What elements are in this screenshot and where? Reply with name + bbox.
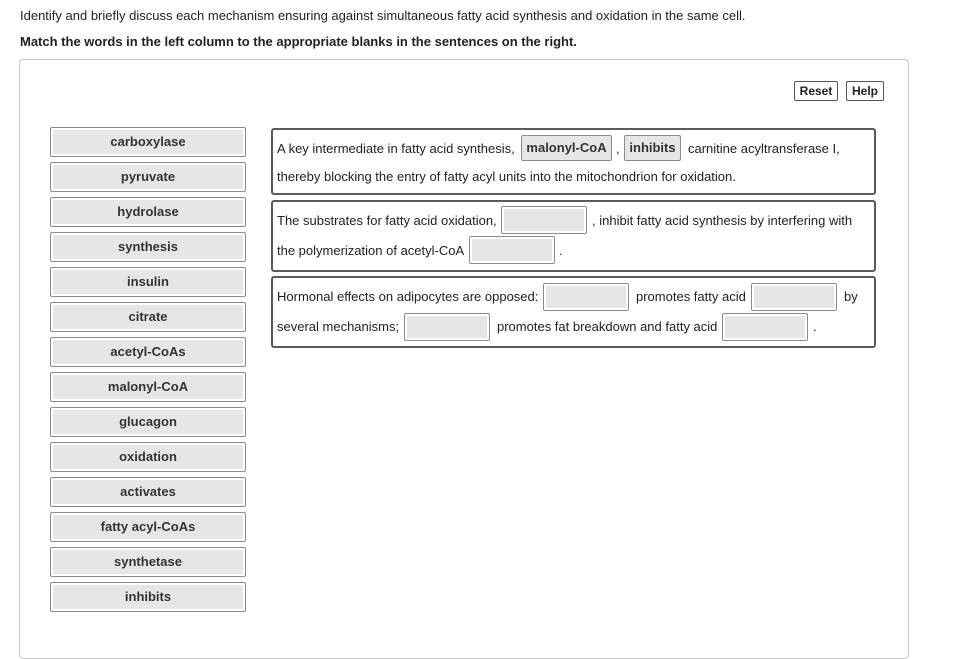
sentence-2-text-b: , inhibit fatty acid synthesis by interfering with (592, 213, 853, 228)
word-tile-glucagon[interactable]: glucagon (50, 407, 246, 437)
word-tile-activates[interactable]: activates (50, 477, 246, 507)
sentence-1-text-a: A key intermediate in fatty acid synthesis, (277, 141, 515, 156)
help-button[interactable]: Help (846, 81, 884, 101)
reset-button[interactable]: Reset (794, 81, 838, 101)
word-tile-pyruvate[interactable]: pyruvate (50, 162, 246, 192)
instruction-text: Match the words in the left column to the appropriate blanks in the sentences on the right. (20, 34, 577, 49)
sentence-3-text-b: promotes fatty acid (636, 289, 746, 304)
sentence-3-text-a: Hormonal effects on adipocytes are opposed: (277, 289, 539, 304)
sentence-1-blank-2[interactable]: inhibits (624, 135, 681, 161)
word-tile-synthesis[interactable]: synthesis (50, 232, 246, 262)
sentence-3-blank-2[interactable] (751, 283, 837, 311)
sentence-1-text-b: carnitine acyltransferase I, (688, 141, 840, 156)
sentence-1-blank-1[interactable]: malonyl-CoA (521, 135, 612, 161)
question-text: Identify and briefly discuss each mechanism ensuring against simultaneous fatty acid synthesis and oxidation in the same cell. (20, 8, 746, 23)
sentence-box-3 (271, 276, 876, 348)
sentence-1-comma: , (616, 141, 620, 156)
sentence-3-blank-3[interactable] (404, 313, 490, 341)
sentence-3-blank-4[interactable] (722, 313, 808, 341)
word-tile-malonyl-coa[interactable]: malonyl-CoA (50, 372, 246, 402)
sentence-box-2 (271, 200, 876, 272)
sentence-2-text-c: the polymerization of acetyl-CoA (277, 243, 465, 258)
word-tile-acetyl-coas[interactable]: acetyl-CoAs (50, 337, 246, 367)
word-tile-inhibits[interactable]: inhibits (50, 582, 246, 612)
word-tile-fatty-acyl-coas[interactable]: fatty acyl-CoAs (50, 512, 246, 542)
sentence-3-blank-1[interactable] (543, 283, 629, 311)
sentence-2-text-a: The substrates for fatty acid oxidation, (277, 213, 497, 228)
sentence-3-period: . (813, 319, 817, 334)
word-tile-hydrolase[interactable]: hydrolase (50, 197, 246, 227)
sentence-1-text-c: thereby blocking the entry of fatty acyl units into the mitochondrion for oxidation. (277, 169, 736, 184)
word-tile-synthetase[interactable]: synthetase (50, 547, 246, 577)
sentence-3-text-e: promotes fat breakdown and fatty acid (497, 319, 718, 334)
sentence-2-blank-2[interactable] (469, 236, 555, 264)
word-bank (50, 127, 248, 617)
sentence-2-period: . (559, 243, 563, 258)
sentence-box-1 (271, 128, 876, 195)
sentence-2-blank-1[interactable] (501, 206, 587, 234)
word-tile-insulin[interactable]: insulin (50, 267, 246, 297)
word-tile-oxidation[interactable]: oxidation (50, 442, 246, 472)
word-tile-carboxylase[interactable]: carboxylase (50, 127, 246, 157)
word-tile-citrate[interactable]: citrate (50, 302, 246, 332)
sentence-3-text-d: several mechanisms; (277, 319, 400, 334)
sentence-3-text-c: by (844, 289, 858, 304)
